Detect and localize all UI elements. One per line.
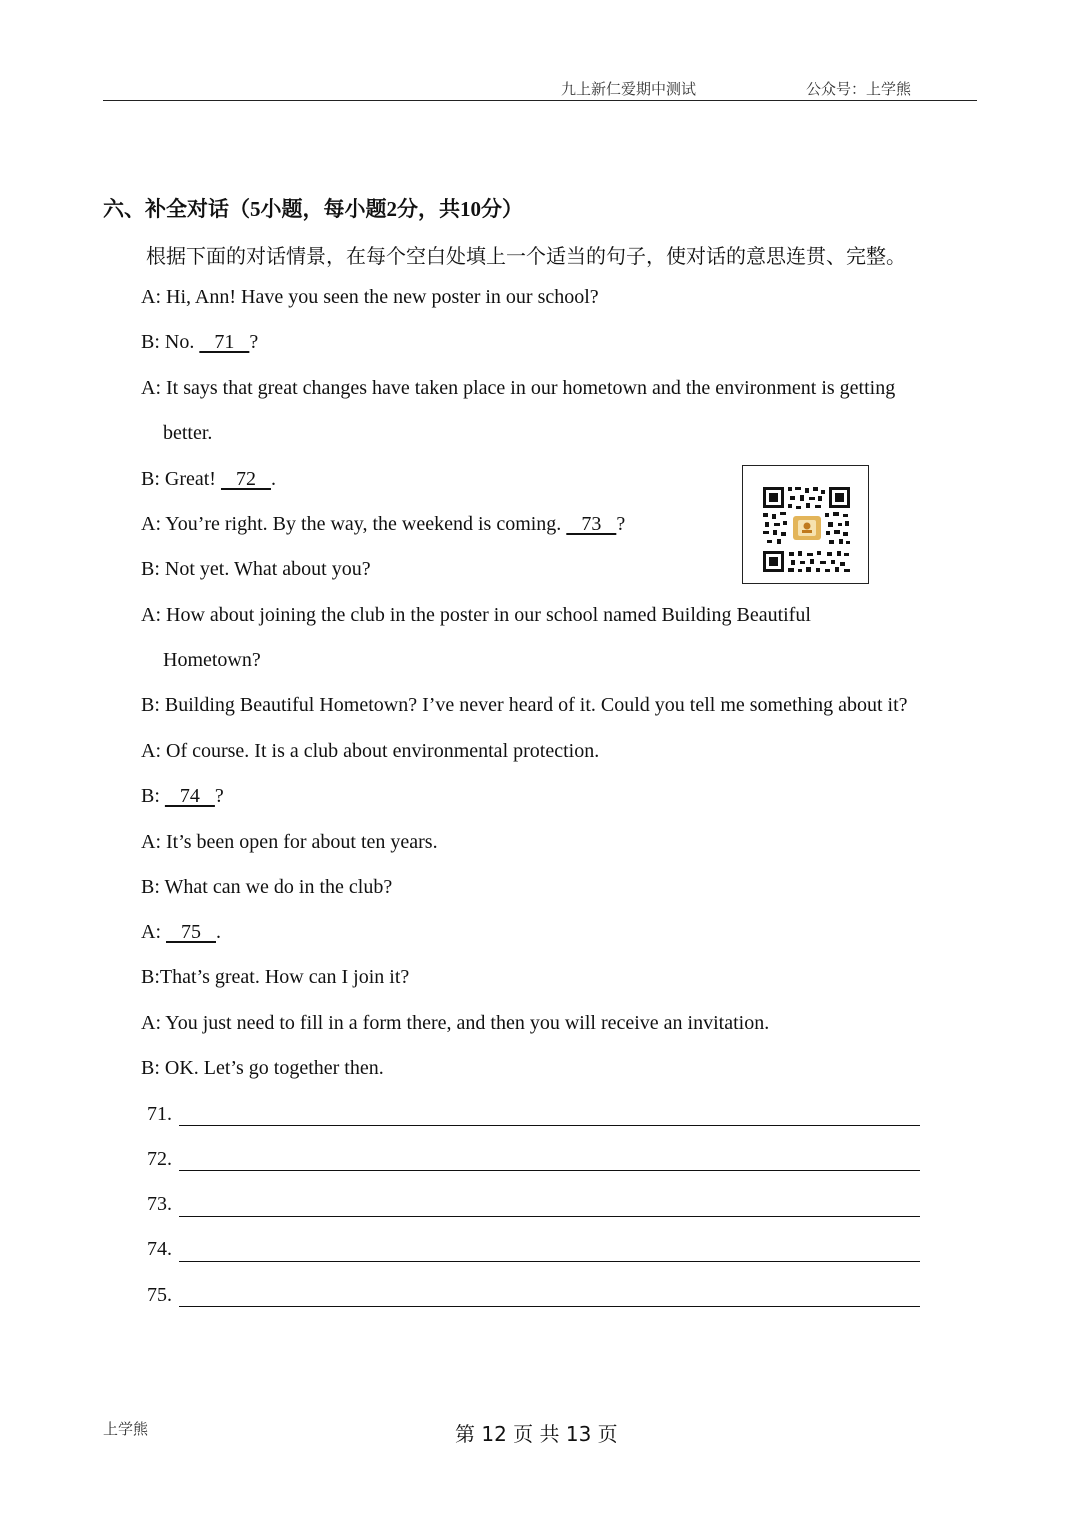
dialogue-line: A: You just need to fill in a form there, and then you will receive an invitation. — [141, 1012, 770, 1034]
dialogue-line: B: Building Beautiful Hometown? I’ve never heard of it. Could you tell me something about it? — [141, 694, 908, 716]
dialogue-line: A: How about joining the club in the poster in our school named Building Beautiful — [141, 604, 811, 626]
dialogue-line: B: 74 ? — [141, 785, 224, 807]
dialogue-line: B: Not yet. What about you? — [141, 558, 371, 580]
dialogue-line-continuation: Hometown? — [163, 649, 261, 671]
section-title: 六、补全对话（5小题，每小题2分，共10分） — [103, 197, 523, 221]
answer-number-74: 74. — [147, 1238, 172, 1260]
answer-number-71: 71. — [147, 1103, 172, 1125]
answer-line-74[interactable] — [179, 1261, 920, 1262]
dialogue-line: A: It says that great changes have taken place in our hometown and the environment is getting — [141, 377, 896, 399]
answer-line-72[interactable] — [179, 1170, 920, 1171]
dialogue-line: A: Hi, Ann! Have you seen the new poster in our school? — [141, 286, 599, 308]
blank-74: 74 — [164, 785, 215, 807]
blank-72: 72 — [220, 468, 271, 490]
dialogue-line: B: OK. Let’s go together then. — [141, 1057, 384, 1079]
blank-75: 75 — [166, 921, 216, 943]
answer-number-75: 75. — [147, 1284, 172, 1306]
blank-71: 71 — [199, 331, 250, 353]
qr-code — [742, 465, 869, 584]
dialogue-line: A: 75 . — [141, 921, 221, 943]
answer-number-72: 72. — [147, 1148, 172, 1170]
footer-brand: 上学熊 — [103, 1420, 149, 1438]
dialogue-line: B: What can we do in the club? — [141, 876, 393, 898]
answer-number-73: 73. — [147, 1193, 172, 1215]
dialogue-line: A: You’re right. By the way, the weekend is coming. 73 ? — [141, 513, 626, 535]
page-number: 第 12 页 共 13 页 — [455, 1422, 618, 1446]
header-title: 九上新仁爱期中测试 — [561, 80, 697, 98]
dialogue-line: B:That’s great. How can I join it? — [141, 966, 410, 988]
header-rule — [103, 100, 977, 101]
dialogue-line: A: It’s been open for about ten years. — [141, 831, 438, 853]
blank-73: 73 — [566, 513, 617, 535]
dialogue-line: B: No. 71 ? — [141, 331, 259, 353]
qr-code-icon — [743, 466, 868, 583]
answer-line-73[interactable] — [179, 1216, 920, 1217]
dialogue-line: A: Of course. It is a club about environmental protection. — [141, 740, 600, 762]
section-instruction: 根据下面的对话情景，在每个空白处填上一个适当的句子，使对话的意思连贯、完整。 — [146, 244, 906, 268]
dialogue-line: B: Great! 72 . — [141, 468, 276, 490]
answer-line-71[interactable] — [179, 1125, 920, 1126]
header-account: 公众号：上学熊 — [806, 80, 912, 98]
answer-line-75[interactable] — [179, 1306, 920, 1307]
dialogue-line-continuation: better. — [163, 422, 213, 444]
